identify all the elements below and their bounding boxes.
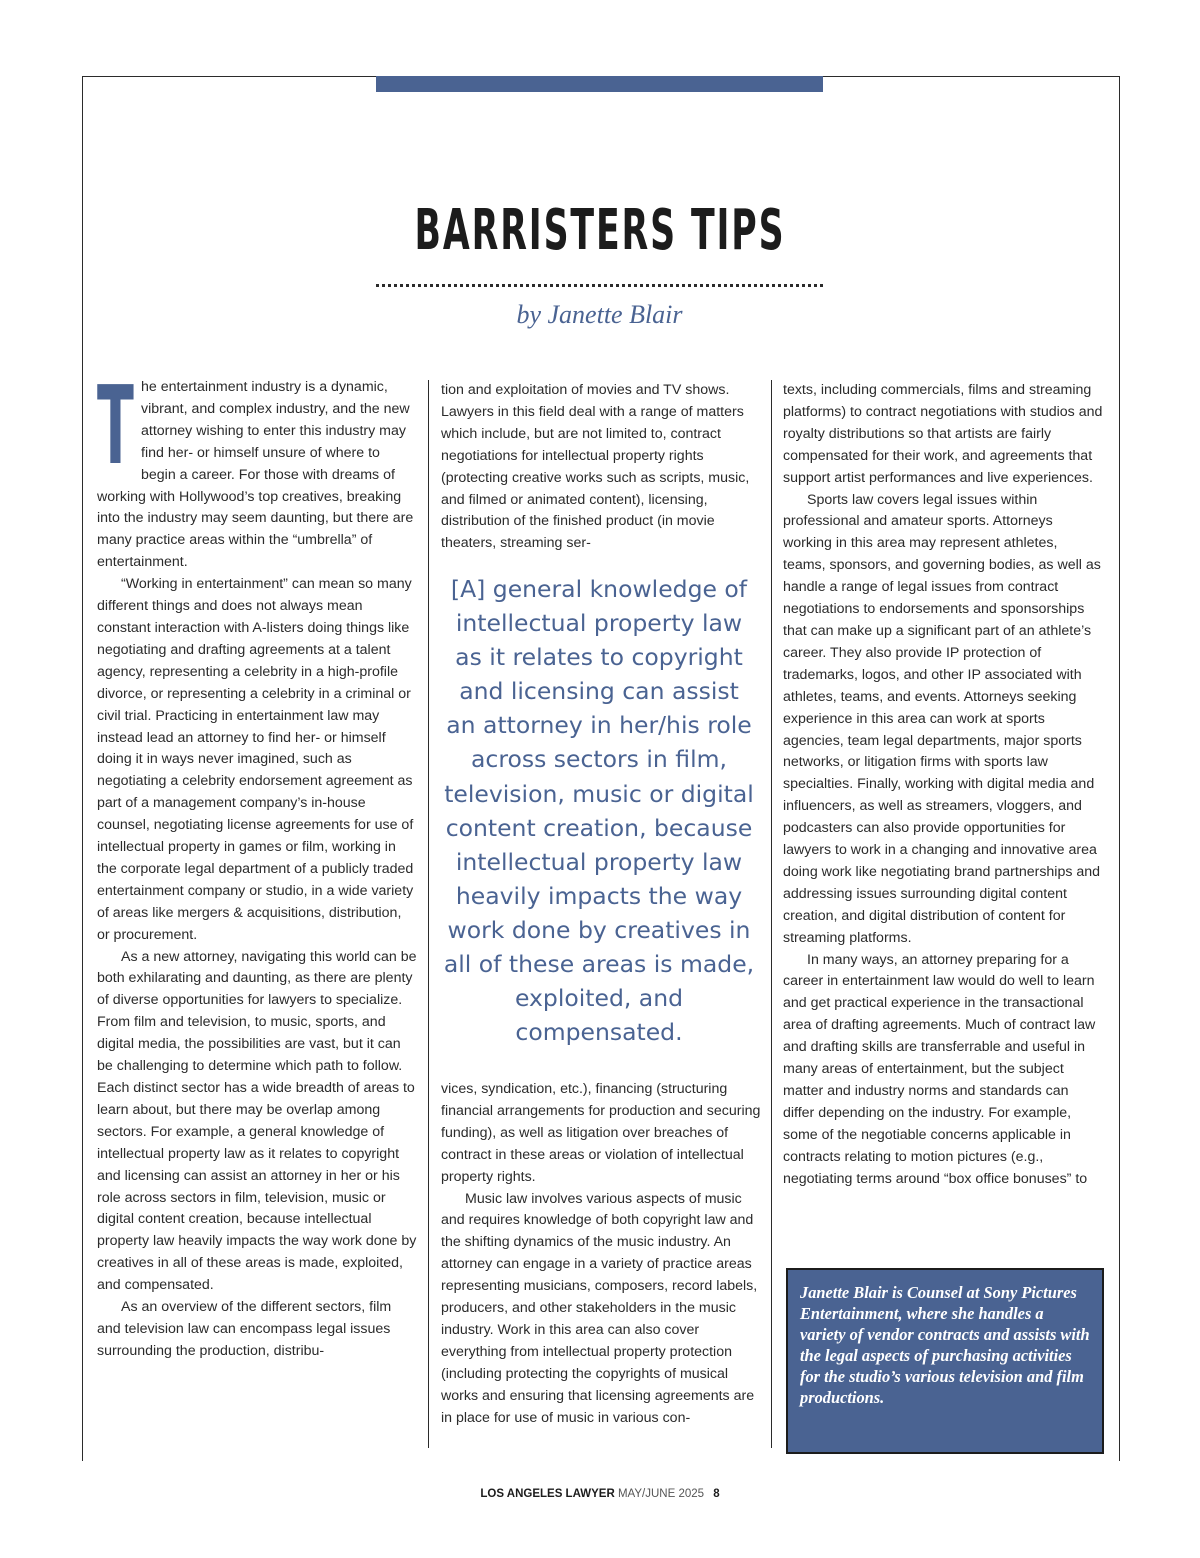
article-paragraph: Music law involves various aspects of music and requires knowledge of both copyright law and the shifting dynamics of the music industry. An attorney can engage in a variety of practice areas representing musicians, composers, record labels, producers, and other stakeholders in the music industry. Work in this area can also cover everything from intellectual property protection (including protecting the copyrights of musical works and ensuring that licensing agreements are in place for use of music in various con- (441, 1190, 758, 1426)
article-paragraph: In many ways, an attorney preparing for a career in entertainment law would do well to learn and get practical experience in the transactional area of drafting agreements. Much of contract law and drafting skills are transferrable and useful in many areas of entertainment, but the subject matter and industry norms and standards can differ depending on the industry. For example, some of the negotiable concerns applicable in contracts relating to motion pictures (e.g., negotiating terms around “box office bonuses” to (783, 951, 1096, 1187)
article-column-3 (783, 380, 1103, 1191)
article-column-2-bottom (441, 1079, 761, 1430)
drop-cap: T (97, 364, 134, 489)
pull-quote: [A] general knowledge of intellectual property law as it relates to copyright and licensing can assist an attorney in her/his role across sectors in film, television, music or digital content creation, because intellectual property law heavily impacts the way work done by creatives in all of these areas is made, exploited, and compensated. (443, 575, 755, 1047)
article-paragraph: As an overview of the different sectors, film and television law can encompass legal issues surrounding the production, distribu- (97, 1299, 392, 1359)
author-bio-box: Janette Blair is Counsel at Sony Pictures Entertainment, where she handles a variety of vendor contracts and assists with the legal aspects of purchasing activities for the studio’s various television and film productions. (786, 1268, 1104, 1454)
article-paragraph: Sports law covers legal issues within professional and amateur sports. Attorneys working in this area may represent athletes, teams, sponsors, and governing bodies, as well as handle a range of legal issues from contract negotiations to endorsements and sponsorships that can make up a significant part of an athlete’s career. They also provide IP protection of trademarks, logos, and other IP associated with athletes, teams, and events. Attorneys seeking experience in this area can work at sports agencies, team legal departments, major sports networks, or litigation firms with sports law specialties. Finally, working with digital media and influencers, as well as streamers, vloggers, and podcasters can also provide opportunities for lawyers to work in a changing and innovative area doing work like negotiating brand partnerships and addressing issues surrounding digital content creation, and digital distribution of content for streaming platforms. (783, 491, 1101, 946)
publication-name: LOS ANGELES LAWYER (480, 1488, 615, 1500)
article-paragraph: texts, including commercials, films and streaming platforms) to contract negotiations with studios and royalty distributions so that artists are fairly compensated for their work, and agreements that support artist performances and live experiences. (783, 382, 1103, 486)
article-paragraph: tion and exploitation of movies and TV shows. Lawyers in this field deal with a range of matters which include, but are not limited to, contract negotiations for intellectual property rights (protecting creative works such as scripts, music, and filmed or animated content), licensing, distribution of the finished product (in movie theaters, streaming ser- (441, 382, 750, 552)
column-divider-1 (428, 380, 429, 1448)
header-accent-bar (376, 76, 823, 92)
page-footer (0, 1488, 1200, 1500)
article-paragraph: As a new attorney, navigating this world can be both exhilarating and daunting, as there are plenty of diverse opportunities for lawyers to specialize. From film and television, to music, sports, and digital media, the possibilities are vast, but it can be challenging to determine which path to follow. Each distinct sector has a wide breadth of areas to learn about, but there may be overlap among sectors. For example, a general knowledge of intellectual property law as it relates to copyright and licensing can assist an attorney in her or his role across sectors in film, television, music or digital content creation, because intellectual property law heavily impacts the way work done by creatives in all of these areas is made, exploited, and compensated. (97, 948, 417, 1294)
page-title: BARRISTERS TIPS (414, 198, 786, 263)
title-dotted-rule (376, 284, 823, 287)
column-divider-2 (771, 380, 772, 1448)
page-number: 8 (713, 1488, 720, 1500)
byline: by Janette Blair (516, 300, 683, 329)
article-column-1 (97, 364, 417, 1363)
issue-date: MAY/JUNE 2025 (617, 1488, 705, 1500)
article-paragraph: “Working in entertainment” can mean so many different things and does not always mean constant interaction with A-listers doing things like negotiating and drafting agreements at a talent agency, representing a celebrity in a high-profile divorce, or representing a celebrity in a criminal or civil trial. Practicing in entertainment law may instead lead an attorney to find her- or himself doing it in ways never imagined, such as negotiating a celebrity endorsement agreement as part of a management company’s in-house counsel, negotiating license agreements for use of intellectual property in games or film, working in the corporate legal department of a publicly traded entertainment company or studio, in a wide variety of areas like mergers & acquisitions, distribution, or procurement. (97, 576, 414, 943)
article-paragraph: The entertainment industry is a dynamic, vibrant, and complex industry, and the new attorney wishing to enter this industry may find her- or himself unsure of where to begin a career. For those with dreams of working with Hollywood’s top creatives, breaking into the industry may seem daunting, but there are many practice areas within the “umbrella” of entertainment. (97, 364, 414, 571)
article-column-2-top (441, 380, 761, 555)
article-paragraph: vices, syndication, etc.), financing (structuring financial arrangements for production and securing funding), as well as litigation over breaches of contract in these areas or violation of intellectual property rights. (441, 1081, 761, 1185)
